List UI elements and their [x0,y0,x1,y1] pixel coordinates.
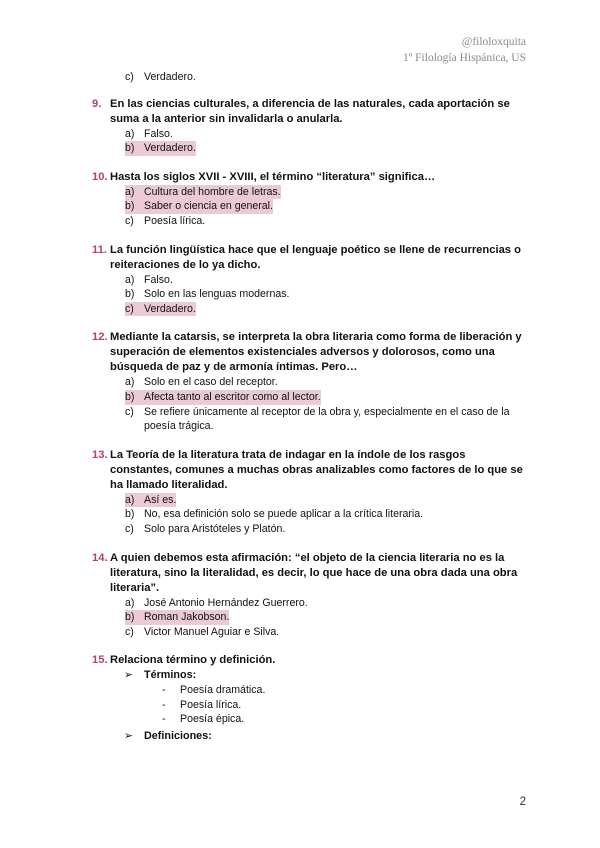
author-handle: @filoloxquita [461,36,526,48]
question-10 [92,170,528,229]
question-number: 13. [92,448,108,461]
option-a: a) Solo en el caso del receptor. [125,376,278,389]
question-14 [92,551,528,640]
course-label: 1º Filología Hispánica, US [402,52,526,64]
previous-question-tail [92,70,528,85]
option-b-highlighted: b) Saber o ciencia en general. [125,200,273,213]
question-text: La función lingüística hace que el lenguaje poético se llene de recurrencias o reiteraciones de lo ya dicho. [110,243,521,271]
option-c: c) Se refiere únicamente al receptor de la obra y, especialmente en el caso de la poesía trágica. [125,405,510,433]
question-text: Mediante la catarsis, se interpreta la obra literaria como forma de liberación y superación de elementos existenciales adversos y dolorosos, como una búsqueda de paz y de armonía íntimas. Pero… [110,331,522,374]
question-number: 10. [92,170,108,183]
option-a: a) Falso. [125,127,173,140]
terms-heading: ➢ Términos: [124,669,197,682]
question-13 [92,448,528,537]
question-text: Hasta los siglos XVII - XVIII, el término “literatura” significa… [110,170,436,183]
option-a: a) Falso. [125,273,173,286]
page-header [403,34,526,66]
question-number: 15. [92,654,108,667]
arrow-bullet-icon: ➢ [124,730,134,743]
option-c: c) Victor Manuel Aguiar e Silva. [125,625,280,638]
question-text: Relaciona término y definición. [110,654,276,667]
option-a-highlighted: a) Así es. [125,493,177,506]
option-b-highlighted: b) Roman Jakobson. [125,611,230,624]
arrow-bullet-icon: ➢ [124,669,134,682]
question-text: La Teoría de la literatura trata de indagar en la índole de los rasgos constantes, comunes a muchas obras analizables como factores de lo que se ha llamado literalidad. [110,448,523,491]
option-b: b) No, esa definición solo se puede aplicar a la crítica literaria. [125,508,424,521]
option-b: b) Solo en las lenguas modernas. [125,288,290,301]
terms-list [162,683,528,727]
question-number: 14. [92,551,108,564]
term-item: - Poesía épica. [162,713,245,726]
option-c: c) Solo para Aristóteles y Platón. [125,522,286,535]
question-12 [92,330,528,433]
definitions-heading: ➢ Definiciones: [124,730,212,743]
question-text: En las ciencias culturales, a diferencia de las naturales, cada aportación se suma a la anterior sin invalidarla o anularla. [110,97,510,125]
question-11 [92,243,528,317]
question-9 [92,97,528,156]
page-number: 2 [519,796,526,808]
question-number: 12. [92,331,108,344]
option-a-highlighted: a) Cultura del hombre de letras. [125,185,281,198]
question-number: 11. [92,243,107,256]
option-a: a) José Antonio Hernández Guerrero. [125,596,308,609]
option-b-highlighted: b) Afecta tanto al escritor como al lector. [125,390,321,403]
option-c: c) Verdadero. [125,71,196,83]
question-text: A quien debemos esta afirmación: “el objeto de la ciencia literaria no es la literatura, sino la literalidad, es decir, lo que hace de una obra dada una obra literaria”. [110,551,518,594]
option-c-highlighted: c) Verdadero. [125,302,196,315]
question-number: 9. [92,97,102,110]
term-item: - Poesía lírica. [162,698,242,711]
document-content [92,70,528,758]
term-item: - Poesía dramática. [162,684,266,697]
question-15 [92,653,528,744]
option-c: c) Poesía lírica. [125,214,206,227]
option-b-highlighted: b) Verdadero. [125,142,196,155]
